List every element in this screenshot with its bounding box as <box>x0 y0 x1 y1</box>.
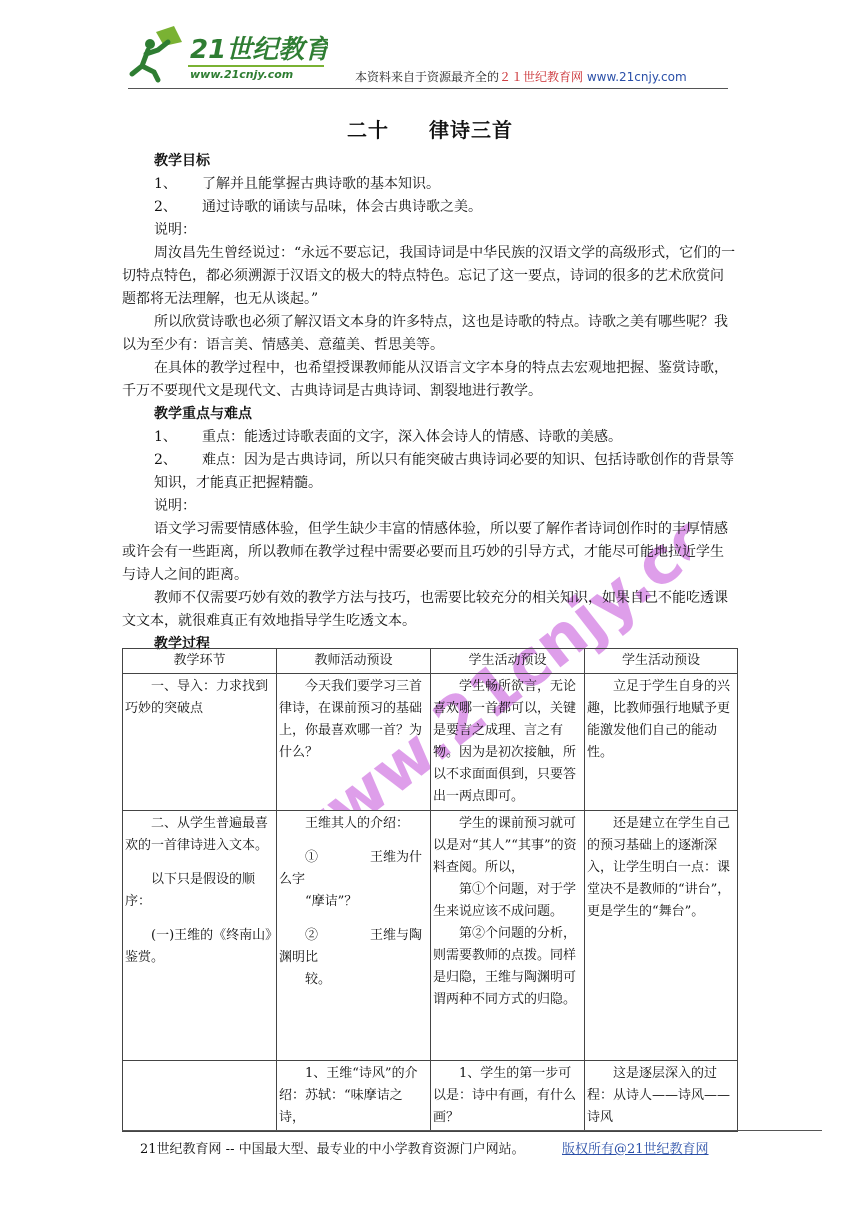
footer-divider <box>122 1130 822 1131</box>
title-text: 律诗三首 <box>429 118 513 142</box>
header-divider <box>128 88 728 89</box>
table-cell: 这是逐层深入的过程：从诗人——诗风——诗风 <box>585 1061 738 1132</box>
table-cell: 立足于学生自身的兴趣，比教师强行地赋予更能激发他们自己的能动性。 <box>585 674 738 811</box>
table-cell: 学生的课前预习就可以是对“其人”“其事”的资料查阅。所以， 第①个问题，对于学生来说应该不成问题。 第②个问题的分析，则需要教师的点拨。同样是归隐，王维与陶渊明可谓两种不同方式的归隐。 <box>431 811 585 1061</box>
title-number: 二十 <box>347 118 389 142</box>
site-logo <box>128 22 328 84</box>
logo-text: 21世纪教育 <box>190 35 328 65</box>
table-header-cell: 学生活动预设 <box>585 649 738 674</box>
header-site-link[interactable]: www.21cnjy.com <box>586 70 687 84</box>
table-header-row <box>123 649 738 674</box>
keypoint-item: 2、 难点：因为是古典诗词，所以只有能突破古典诗词必要的知识、包括诗歌创作的背景等知识，才能真正把握精髓。 <box>154 452 734 491</box>
goal-item: 2、 通过诗歌的诵读与品味，体会古典诗歌之美。 <box>154 199 482 215</box>
table-cell: 1、学生的第一步可以是：诗中有画，有什么画？ <box>431 1061 585 1132</box>
goals-paragraph: 周汝昌先生曾经说过：“永远不要忘记，我国诗词是中华民族的汉语文学的高级形式，它们的一切特点特色，都必须溯源于汉语文的极大的特点特色。忘记了这一要点，诗词的很多的艺术欣赏问题都将无法理解，也无从谈起。” <box>122 245 736 307</box>
process-heading: 教学过程 <box>154 636 210 652</box>
table-row <box>123 811 738 1061</box>
table-cell: 1、王维“诗风”的介绍：苏轼：“味摩诘之诗， <box>277 1061 431 1132</box>
page-title <box>0 114 860 143</box>
process-table <box>122 648 738 1132</box>
keypoints-heading: 教学重点与难点 <box>154 406 252 422</box>
lesson-content <box>122 150 737 656</box>
goals-paragraph: 所以欣赏诗歌也必须了解汉语文本身的许多特点，这也是诗歌的特点。诗歌之美有哪些呢？我以为至少有：语言美、情感美、意蕴美、哲思美等。 <box>122 314 728 353</box>
keypoint-item: 1、 重点：能透过诗歌表面的文字，深入体会诗人的情感、诗歌的美感。 <box>154 429 622 445</box>
goals-heading: 教学目标 <box>154 153 210 169</box>
table-cell: 今天我们要学习三首律诗，在课前预习的基础上，你最喜欢哪一首？为什么？ <box>277 674 431 811</box>
keypoints-paragraph: 语文学习需要情感体验，但学生缺少丰富的情感体验，所以要了解作者诗词创作时的丰厚情感或许会有一些距离，所以教师在教学过程中需要必要而且巧妙的引导方式，才能尽可能地拉近学生与诗人之间的距离。 <box>122 521 728 583</box>
header-note <box>355 68 687 85</box>
keypoints-paragraph: 教师不仅需要巧妙有效的教学方法与技巧，也需要比较充分的相关知识，如果自己不能吃透课文文本，就很难真正有效地指导学生吃透文本。 <box>122 590 728 629</box>
logo-url: www.21cnjy.com <box>190 68 294 81</box>
goals-paragraph: 在具体的教学过程中，也希望授课教师能从汉语言文字本身的特点去宏观地把握、鉴赏诗歌，千万不要现代文是现代文、古典诗词是古典诗词、割裂地进行教学。 <box>122 360 728 399</box>
table-cell: 王维其人的介绍： ① 王维为什么字 “摩诘”？ ② 王维与陶渊明比 较。 <box>277 811 431 1061</box>
footer-copyright-link[interactable]: 版权所有@21世纪教育网 <box>562 1142 709 1157</box>
table-cell <box>123 1061 277 1132</box>
header-note-prefix: 本资料来自于资源最齐全的 <box>355 70 500 84</box>
goals-note-label: 说明： <box>154 222 196 238</box>
header-site-name: ２１世纪教育网 <box>499 70 584 84</box>
table-cell: 二、从学生普遍最喜欢的一首律诗进入文本。 以下只是假设的顺序： (一)王维的《终南山》鉴赏。 <box>123 811 277 1061</box>
table-cell: 还是建立在学生自己的预习基础上的逐渐深入，让学生明白一点：课堂决不是教师的“讲台”，更是学生的“舞台”。 <box>585 811 738 1061</box>
watermark-text: www.21cnjy.com <box>264 454 690 810</box>
page-footer <box>140 1138 709 1157</box>
table-row <box>123 674 738 811</box>
keypoints-note-label: 说明： <box>154 498 196 514</box>
goal-item: 1、 了解并且能掌握古典诗歌的基本知识。 <box>154 176 440 192</box>
table-row <box>123 1061 738 1132</box>
table-cell: 一、导入：力求找到巧妙的突破点 <box>123 674 277 811</box>
runner-icon <box>132 26 182 80</box>
table-header-cell: 教学环节 <box>123 649 277 674</box>
table-cell: 学生畅所欲言，无论喜欢哪一首都可以，关键是要言之成理、言之有物。因为是初次接触，所以不求面面俱到，只要答出一两点即可。 <box>431 674 585 811</box>
table-header-cell: 教师活动预设 <box>277 649 431 674</box>
table-header-cell: 学生活动预设 <box>431 649 585 674</box>
footer-text: 21世纪教育网 -- 中国最大型、最专业的中小学教育资源门户网站。 <box>140 1142 525 1157</box>
